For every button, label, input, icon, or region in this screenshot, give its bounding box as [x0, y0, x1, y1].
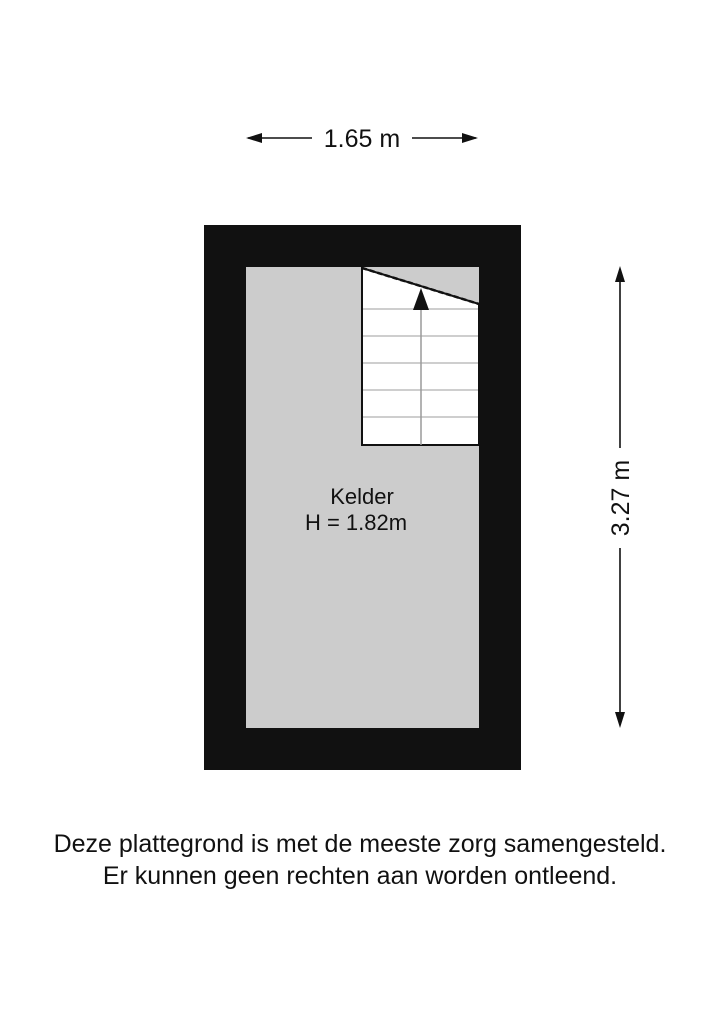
height-dimension [607, 266, 635, 728]
width-dimension [246, 125, 478, 153]
height-dimension-label: 3.27 m [607, 459, 635, 537]
room-height-note: H = 1.82m [304, 510, 408, 535]
disclaimer-line-1: Deze plattegrond is met de meeste zorg samengesteld. [53, 830, 667, 858]
width-arrow-right-icon [462, 133, 478, 143]
height-arrow-top-icon [615, 266, 625, 282]
height-arrow-bottom-icon [615, 712, 625, 728]
width-dimension-label: 1.65 m [323, 125, 401, 153]
disclaimer-line-2: Er kunnen geen rechten aan worden ontleend. [102, 862, 618, 890]
width-arrow-left-icon [246, 133, 262, 143]
room-label-kelder: Kelder [330, 484, 394, 509]
